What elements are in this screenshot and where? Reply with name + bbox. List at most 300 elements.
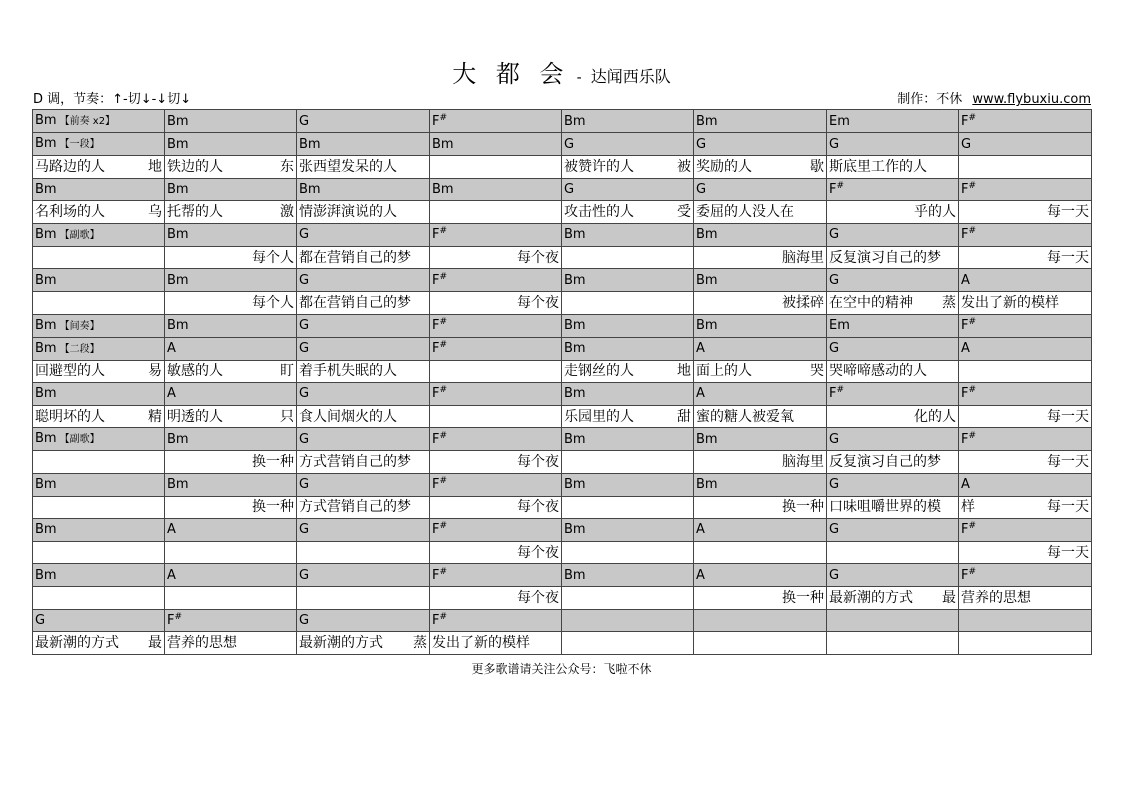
lyric-line xyxy=(829,293,956,313)
chord-cell xyxy=(297,609,430,632)
chord-cell xyxy=(297,133,430,156)
lyric-text: 在空中的精神 xyxy=(829,294,913,311)
sharp-sign: # xyxy=(439,430,448,441)
section-marker: 【间奏】 xyxy=(59,320,100,332)
chord-name: G xyxy=(299,431,310,447)
chord-cell xyxy=(694,269,827,292)
chord-name: Bm xyxy=(167,431,189,447)
chord-cell xyxy=(430,609,562,632)
chord-name: F xyxy=(961,318,969,334)
chord-name: Bm xyxy=(167,113,189,129)
lyric-cell xyxy=(562,156,694,179)
lyric-line xyxy=(35,202,162,222)
chord-cell xyxy=(165,519,297,542)
lyric-cell xyxy=(827,405,959,428)
lyric-cell xyxy=(959,586,1092,609)
chord-cell xyxy=(562,564,694,587)
lyric-text: 情澎湃演说的人 xyxy=(299,203,397,220)
chord-name: Bm xyxy=(564,431,586,447)
chord-name: Bm xyxy=(564,272,586,288)
sharp-sign: # xyxy=(439,476,448,487)
chord-cell xyxy=(165,609,297,632)
lyric-cell xyxy=(430,496,562,519)
lyric-text: 发出了新的模样 xyxy=(432,634,530,651)
lyric-line xyxy=(829,588,956,608)
lyric-pickup: 每个夜 xyxy=(517,544,559,561)
lyric-text: 张西望发呆的人 xyxy=(299,158,397,175)
lyric-line xyxy=(696,361,824,381)
chord-name: Bm xyxy=(35,340,57,356)
lyric-cell xyxy=(959,156,1092,179)
song-title: 大 都 会 xyxy=(452,60,570,88)
chord-name: Bm xyxy=(167,136,189,152)
lyric-line xyxy=(829,202,956,222)
lyric-cell xyxy=(959,405,1092,428)
lyric-line xyxy=(961,293,1089,313)
chord-name: Bm xyxy=(35,226,57,242)
lyric-cell xyxy=(165,632,297,655)
chord-cell xyxy=(562,337,694,360)
chord-name: Bm xyxy=(35,477,57,493)
lyric-pickup: 每个夜 xyxy=(517,294,559,311)
lyric-line xyxy=(167,361,294,381)
lyric-text: 攻击性的人 xyxy=(564,203,634,220)
chord-cell xyxy=(165,269,297,292)
lyric-pickup: 地 xyxy=(677,363,691,380)
lyric-pickup: 受 xyxy=(677,203,691,220)
lyric-text: 马路边的人 xyxy=(35,158,105,175)
section-marker: 【前奏 x2】 xyxy=(59,116,116,127)
chord-name: F xyxy=(432,386,440,402)
chord-name: F xyxy=(961,431,969,447)
lyric-text: 斯底里工作的人 xyxy=(829,158,927,175)
lyric-row xyxy=(33,156,1092,179)
chord-cell xyxy=(165,383,297,406)
chord-cell xyxy=(430,178,562,201)
chord-cell xyxy=(694,337,827,360)
lyric-cell xyxy=(694,632,827,655)
lyric-cell xyxy=(562,360,694,383)
chord-name: G xyxy=(829,272,840,288)
author-credit: 制作：不休 xyxy=(897,92,963,107)
chord-cell xyxy=(33,314,165,337)
chord-name: G xyxy=(829,477,840,493)
lyric-line xyxy=(564,361,691,381)
lyric-row xyxy=(33,246,1092,269)
sharp-sign: # xyxy=(439,566,448,577)
lyric-cell xyxy=(694,586,827,609)
lyric-line xyxy=(696,248,824,268)
title-separator: - xyxy=(576,70,582,86)
lyric-line xyxy=(35,157,162,177)
lyric-pickup: 换一种 xyxy=(252,499,294,516)
chord-name: F xyxy=(961,522,969,538)
lyric-line xyxy=(167,497,294,517)
lyric-cell xyxy=(562,632,694,655)
chord-name: G xyxy=(829,136,840,152)
lyric-cell xyxy=(694,405,827,428)
chord-cell xyxy=(430,337,562,360)
chord-cell xyxy=(297,269,430,292)
song-title-bar xyxy=(0,54,1123,89)
lyric-text: 蜜的糖人被爱氧 xyxy=(696,408,794,425)
chord-name: Em xyxy=(829,113,850,129)
lyric-cell xyxy=(959,291,1092,314)
lyric-text: 敏感的人 xyxy=(167,363,223,380)
lyric-line xyxy=(961,202,1089,222)
lyric-line xyxy=(564,202,691,222)
lyric-cell xyxy=(694,246,827,269)
lyric-cell xyxy=(165,451,297,474)
lyric-line xyxy=(829,157,956,177)
sharp-sign: # xyxy=(439,271,448,282)
chord-cell xyxy=(297,473,430,496)
lyric-cell xyxy=(694,496,827,519)
lyric-cell xyxy=(165,586,297,609)
lyric-pickup: 乌 xyxy=(148,203,162,220)
chord-cell xyxy=(33,564,165,587)
lyric-line xyxy=(696,157,824,177)
lyric-pickup: 易 xyxy=(148,363,162,380)
lyric-pickup: 精 xyxy=(148,408,162,425)
chord-name: G xyxy=(564,181,575,197)
lyric-row xyxy=(33,291,1092,314)
chord-cell xyxy=(694,428,827,451)
chord-cell xyxy=(827,133,959,156)
lyric-pickup: 换一种 xyxy=(782,589,824,606)
lyric-pickup: 每个夜 xyxy=(517,499,559,516)
chord-cell xyxy=(694,314,827,337)
chord-name: G xyxy=(829,567,840,583)
chord-row xyxy=(33,133,1092,156)
chord-name: A xyxy=(167,567,176,583)
chord-cell xyxy=(827,223,959,246)
chord-cell xyxy=(827,383,959,406)
lyric-line xyxy=(299,407,427,427)
chord-cell xyxy=(297,519,430,542)
lyric-cell xyxy=(430,451,562,474)
chord-cell xyxy=(827,473,959,496)
lyric-text: 走钢丝的人 xyxy=(564,363,634,380)
lyric-text: 被赞许的人 xyxy=(564,158,634,175)
chord-name: A xyxy=(167,386,176,402)
key-and-strum: D 调，节奏：↑-切↓-↓切↓ xyxy=(33,92,192,107)
lyric-line xyxy=(829,497,956,517)
chord-cell xyxy=(959,609,1092,632)
chord-name: Bm xyxy=(564,477,586,493)
lyric-cell xyxy=(33,201,165,224)
lyric-text: 方式营销自己的梦 xyxy=(299,454,411,471)
lyric-text: 奖励的人 xyxy=(696,158,752,175)
lyric-cell xyxy=(959,201,1092,224)
chord-cell xyxy=(165,428,297,451)
lyric-cell xyxy=(562,496,694,519)
lyric-text: 方式营销自己的梦 xyxy=(299,499,411,516)
chord-name: F xyxy=(961,227,969,243)
lyric-text: 营养的思想 xyxy=(961,589,1031,606)
lyric-text: 都在营销自己的梦 xyxy=(299,249,411,266)
lyric-pickup: 盯 xyxy=(280,363,294,380)
chord-cell xyxy=(165,314,297,337)
chord-cell xyxy=(430,110,562,133)
lyric-cell xyxy=(297,291,430,314)
lyric-pickup: 蒸 xyxy=(413,634,427,651)
footer-note: 更多歌谱请关注公众号：飞啦不休 xyxy=(471,662,652,676)
chord-name: A xyxy=(167,341,176,357)
sharp-sign: # xyxy=(439,317,448,328)
chord-name: Bm xyxy=(35,522,57,538)
chord-cell xyxy=(562,314,694,337)
chord-cell xyxy=(297,383,430,406)
chord-cell xyxy=(827,609,959,632)
lyric-cell xyxy=(562,586,694,609)
sharp-sign: # xyxy=(439,611,448,622)
lyric-text: 铁边的人 xyxy=(167,158,223,175)
lyric-line xyxy=(829,407,956,427)
chord-name: G xyxy=(35,612,46,628)
chord-cell xyxy=(33,428,165,451)
chord-name: Bm xyxy=(167,272,189,288)
lyric-line xyxy=(167,202,294,222)
lyric-cell xyxy=(165,405,297,428)
lyric-text: 都在营销自己的梦 xyxy=(299,294,411,311)
chord-cell xyxy=(959,519,1092,542)
website-link[interactable]: www.flybuxiu.com xyxy=(972,92,1091,107)
chord-name: Bm xyxy=(35,181,57,197)
chord-cell xyxy=(33,133,165,156)
lyric-cell xyxy=(827,360,959,383)
lyric-cell xyxy=(297,201,430,224)
sharp-sign: # xyxy=(174,611,183,622)
chord-cell xyxy=(33,269,165,292)
chord-name: Bm xyxy=(432,181,454,197)
lyric-cell xyxy=(33,246,165,269)
chord-name: F xyxy=(829,386,837,402)
lyric-line xyxy=(432,248,559,268)
lyric-pickup: 地 xyxy=(148,158,162,175)
chord-cell xyxy=(430,314,562,337)
chord-cell xyxy=(430,473,562,496)
chord-cell xyxy=(33,178,165,201)
sharp-sign: # xyxy=(968,430,977,441)
chord-name: G xyxy=(696,136,707,152)
chord-cell xyxy=(297,178,430,201)
lyric-pickup: 换一种 xyxy=(252,454,294,471)
lyric-cell xyxy=(430,360,562,383)
chord-name: F xyxy=(432,113,440,129)
chord-name: F xyxy=(432,318,440,334)
chord-row xyxy=(33,314,1092,337)
lyric-pickup: 最 xyxy=(942,589,956,606)
lyric-cell xyxy=(165,496,297,519)
lyric-line xyxy=(167,157,294,177)
lyric-line xyxy=(564,407,691,427)
lyric-line xyxy=(299,293,427,313)
lyric-line xyxy=(432,588,559,608)
chord-cell xyxy=(827,269,959,292)
lyric-pickup: 只 xyxy=(280,408,294,425)
sharp-sign: # xyxy=(968,180,977,191)
chord-name: F xyxy=(432,341,440,357)
chord-cell xyxy=(959,473,1092,496)
chord-cell xyxy=(827,337,959,360)
lyric-cell xyxy=(297,246,430,269)
chord-cell xyxy=(165,110,297,133)
lyric-line xyxy=(299,497,427,517)
chord-name: F xyxy=(961,181,969,197)
lyric-row xyxy=(33,586,1092,609)
lyric-line xyxy=(35,407,162,427)
chord-row xyxy=(33,609,1092,632)
chord-name: G xyxy=(299,386,310,402)
lyric-line xyxy=(696,497,824,517)
chord-name: Bm xyxy=(35,567,57,583)
chord-cell xyxy=(33,337,165,360)
chord-name: F xyxy=(432,431,440,447)
chord-cell xyxy=(297,223,430,246)
chord-cell xyxy=(827,314,959,337)
chord-name: F xyxy=(432,612,440,628)
sharp-sign: # xyxy=(968,521,977,532)
lyric-pickup: 脑海里 xyxy=(782,249,824,266)
chord-row xyxy=(33,564,1092,587)
lyric-cell xyxy=(562,201,694,224)
lyric-line xyxy=(696,202,824,222)
lyric-cell xyxy=(165,156,297,179)
lyric-cell xyxy=(959,451,1092,474)
lyric-cell xyxy=(33,405,165,428)
lyric-text: 反复演习自己的梦 xyxy=(829,454,941,471)
chord-cell xyxy=(959,314,1092,337)
chord-name: F xyxy=(432,477,440,493)
lyric-line xyxy=(961,543,1089,563)
chord-name: Bm xyxy=(564,318,586,334)
chord-cell xyxy=(827,178,959,201)
lyric-text: 回避型的人 xyxy=(35,363,105,380)
lyric-line xyxy=(167,452,294,472)
chord-name: Bm xyxy=(432,136,454,152)
chord-name: Em xyxy=(829,318,850,334)
lyric-pickup: 乎的人 xyxy=(914,203,956,220)
lyric-pickup: 最 xyxy=(148,634,162,651)
sharp-sign: # xyxy=(836,385,845,396)
chord-name: Bm xyxy=(696,113,718,129)
lyric-pickup: 每一天 xyxy=(1047,454,1089,471)
chord-name: Bm xyxy=(564,113,586,129)
lyric-cell xyxy=(33,541,165,564)
sharp-sign: # xyxy=(968,317,977,328)
chord-name: A xyxy=(696,567,705,583)
lyric-cell xyxy=(959,246,1092,269)
lyric-line xyxy=(829,452,956,472)
lyric-cell xyxy=(694,360,827,383)
chord-sheet-table xyxy=(32,109,1092,655)
chord-name: G xyxy=(829,431,840,447)
lyric-pickup: 甜 xyxy=(677,408,691,425)
lyric-line xyxy=(167,407,294,427)
lyric-cell xyxy=(297,156,430,179)
lyric-cell xyxy=(297,405,430,428)
lyric-cell xyxy=(430,586,562,609)
lyric-text: 食人间烟火的人 xyxy=(299,408,397,425)
chord-cell xyxy=(430,383,562,406)
chord-cell xyxy=(297,337,430,360)
chord-name: F xyxy=(432,567,440,583)
lyric-cell xyxy=(694,201,827,224)
chord-cell xyxy=(959,223,1092,246)
chord-name: G xyxy=(829,227,840,243)
lyric-line xyxy=(167,633,294,653)
chord-cell xyxy=(562,223,694,246)
chord-name: G xyxy=(299,612,310,628)
lyric-cell xyxy=(562,541,694,564)
chord-cell xyxy=(959,133,1092,156)
lyric-cell xyxy=(430,246,562,269)
section-marker: 【副歌】 xyxy=(59,229,100,241)
lyric-cell xyxy=(827,291,959,314)
lyric-cell xyxy=(562,246,694,269)
lyric-cell xyxy=(297,360,430,383)
lyric-pickup: 每一天 xyxy=(1047,203,1089,220)
lyric-text: 乐园里的人 xyxy=(564,408,634,425)
credits xyxy=(897,88,1091,107)
lyric-line xyxy=(299,361,427,381)
lyric-text: 着手机失眠的人 xyxy=(299,363,397,380)
chord-name: G xyxy=(961,136,972,152)
chord-cell xyxy=(959,178,1092,201)
lyric-pickup: 脑海里 xyxy=(782,454,824,471)
chord-cell xyxy=(33,223,165,246)
lyric-cell xyxy=(165,541,297,564)
chord-cell xyxy=(33,383,165,406)
section-marker: 【一段】 xyxy=(59,139,100,150)
lyric-cell xyxy=(959,632,1092,655)
sharp-sign: # xyxy=(968,385,977,396)
lyric-cell xyxy=(827,246,959,269)
lyric-pickup: 被揉碎 xyxy=(782,294,824,311)
chord-cell xyxy=(694,564,827,587)
lyric-cell xyxy=(297,586,430,609)
lyric-text: 面上的人 xyxy=(696,363,752,380)
lyric-cell xyxy=(297,496,430,519)
lyric-line xyxy=(696,588,824,608)
lyric-text: 委屈的人没人在 xyxy=(696,203,794,220)
lyric-line xyxy=(696,293,824,313)
chord-cell xyxy=(430,564,562,587)
lyric-pickup: 被 xyxy=(677,158,691,175)
chord-name: G xyxy=(299,227,310,243)
chord-name: Bm xyxy=(35,272,57,288)
chord-cell xyxy=(297,110,430,133)
lyric-pickup: 每一天 xyxy=(1047,408,1089,425)
lyric-cell xyxy=(165,360,297,383)
chord-cell xyxy=(33,519,165,542)
chord-name: Bm xyxy=(564,227,586,243)
lyric-text: 样 xyxy=(961,499,975,516)
lyric-line xyxy=(432,452,559,472)
artist-name: 达闻西乐队 xyxy=(590,67,671,86)
lyric-text: 托帮的人 xyxy=(167,203,223,220)
lyric-pickup: 蒸 xyxy=(942,294,956,311)
chord-cell xyxy=(297,564,430,587)
lyric-pickup: 每个人 xyxy=(252,294,294,311)
lyric-line xyxy=(696,407,824,427)
lyric-line xyxy=(432,633,559,653)
chord-name: A xyxy=(696,522,705,538)
chord-name: F xyxy=(167,612,175,628)
lyric-cell xyxy=(959,496,1092,519)
chord-name: Bm xyxy=(35,386,57,402)
